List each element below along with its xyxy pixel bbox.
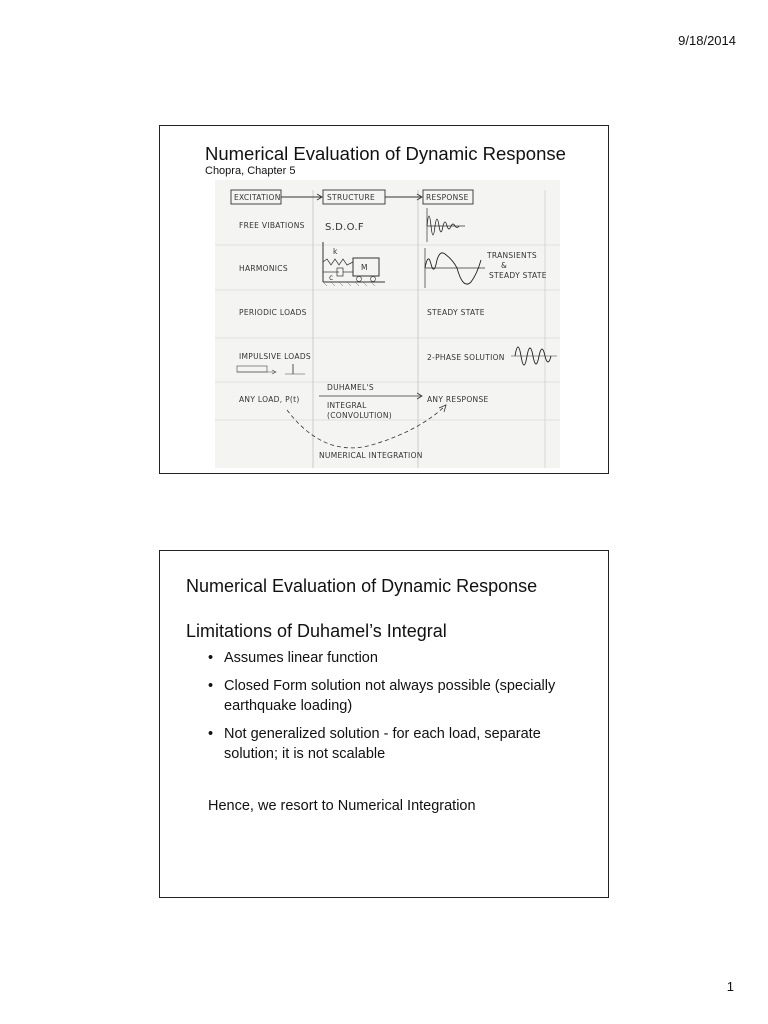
header-excitation: EXCITATION — [234, 193, 281, 202]
excitation-periodic-loads: PERIODIC LOADS — [239, 308, 307, 317]
conclusion-text: Hence, we resort to Numerical Integration — [208, 798, 476, 814]
page-date: 9/18/2014 — [678, 33, 736, 48]
bullet-list — [208, 648, 593, 772]
mass-label: M — [361, 263, 368, 272]
response-steady-state-2: STEADY STATE — [427, 308, 485, 317]
response-any: ANY RESPONSE — [427, 395, 489, 404]
excitation-harmonics: HARMONICS — [239, 264, 288, 273]
spring-label: k — [333, 247, 338, 256]
slide-2-subtitle: Limitations of Duhamel’s Integral — [186, 621, 447, 641]
slide-2 — [159, 550, 609, 898]
bullet-item: • Closed Form solution not always possible (specially earthquake loading) — [208, 676, 593, 716]
duhamel-line-2: INTEGRAL — [327, 401, 367, 410]
page-number: 1 — [726, 979, 734, 994]
excitation-any-load: ANY LOAD, P(t) — [239, 395, 300, 404]
excitation-impulsive-loads: IMPULSIVE LOADS — [239, 352, 311, 361]
slide-1-title: Numerical Evaluation of Dynamic Response — [205, 143, 566, 164]
response-ampersand: & — [501, 261, 508, 270]
excitation-free-vibrations: FREE VIBATIONS — [239, 221, 305, 230]
numerical-integration-label: NUMERICAL INTEGRATION — [319, 451, 423, 460]
slide-2-title: Numerical Evaluation of Dynamic Response — [186, 576, 538, 596]
header-response: RESPONSE — [426, 193, 469, 202]
structure-sdof: S.D.O.F — [325, 222, 364, 233]
bullet-item: • Not generalized solution - for each load, separate solution; it is not scalable — [208, 724, 593, 764]
response-2-phase: 2-PHASE SOLUTION — [427, 353, 505, 362]
header-structure: STRUCTURE — [327, 193, 376, 202]
slide-1-subtitle: Chopra, Chapter 5 — [205, 165, 296, 177]
bullet-item: • Assumes linear function — [208, 648, 593, 668]
slide-1 — [159, 125, 609, 474]
response-transients: TRANSIENTS — [487, 251, 537, 260]
damper-label: c — [329, 273, 334, 282]
response-steady-state-1: STEADY STATE — [489, 271, 547, 280]
duhamel-line-1: DUHAMEL'S — [327, 383, 374, 392]
duhamel-line-3: (CONVOLUTION) — [327, 411, 393, 420]
hand-drawn-sketch — [215, 180, 560, 468]
